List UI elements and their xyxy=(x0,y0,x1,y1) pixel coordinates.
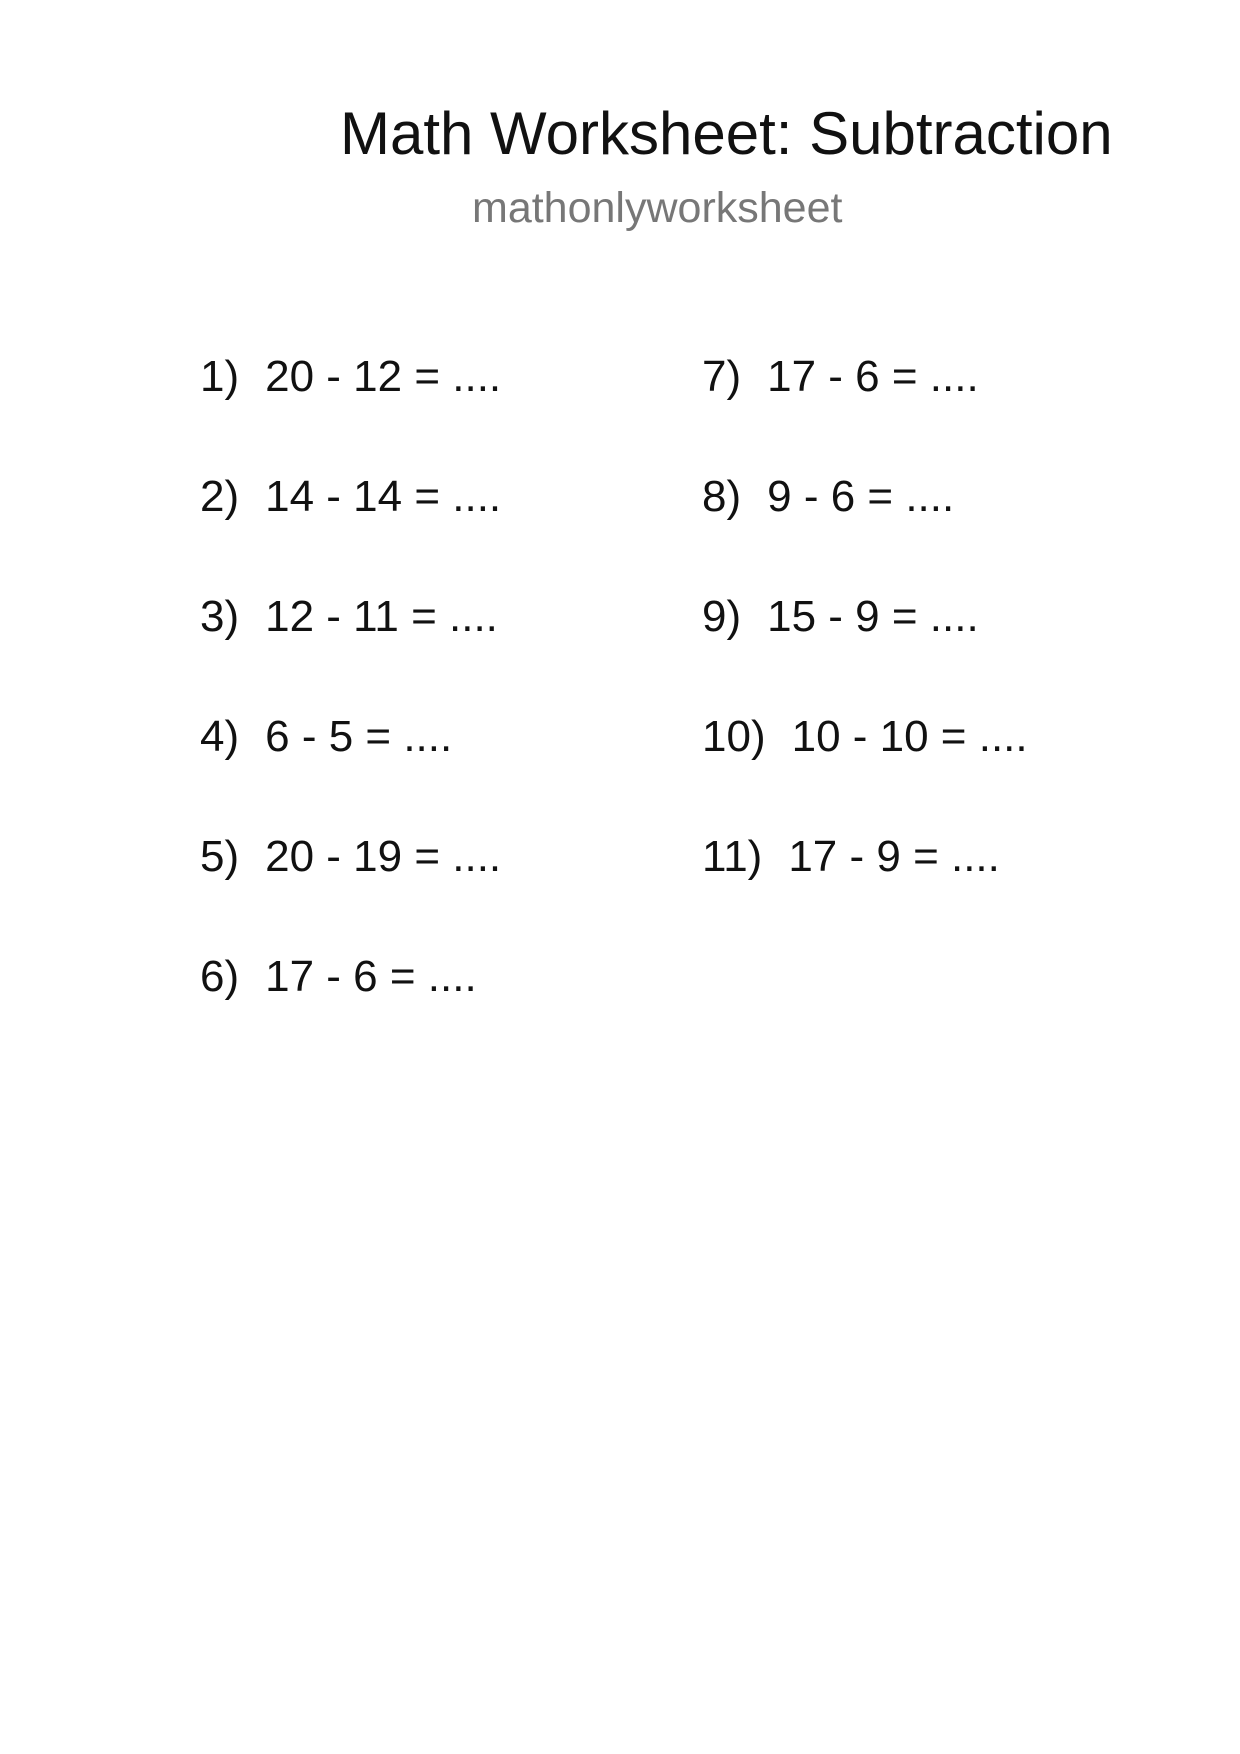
problem-item xyxy=(200,592,501,712)
problem-expression: 9 - 6 = .... xyxy=(767,472,955,521)
page-subtitle: mathonlyworksheet xyxy=(472,184,843,232)
problem-expression: 20 - 12 = .... xyxy=(265,352,502,401)
problem-item xyxy=(702,352,1028,472)
problem-number: 8) xyxy=(702,472,742,521)
problem-item xyxy=(702,592,1028,712)
problem-number: 7) xyxy=(702,352,742,401)
problem-expression: 12 - 11 = .... xyxy=(265,592,498,641)
problem-expression: 17 - 6 = .... xyxy=(265,952,477,1001)
problem-item xyxy=(200,352,501,472)
problem-expression: 20 - 19 = .... xyxy=(265,832,502,881)
problem-expression: 17 - 6 = .... xyxy=(767,352,979,401)
problem-number: 1) xyxy=(200,352,240,401)
problem-item xyxy=(702,832,1028,952)
problems-right-column xyxy=(702,352,1028,952)
problem-number: 11) xyxy=(702,832,763,881)
problem-number: 9) xyxy=(702,592,742,641)
problem-expression: 10 - 10 = .... xyxy=(791,712,1028,761)
problem-item xyxy=(200,472,501,592)
problem-item xyxy=(200,712,501,832)
problem-expression: 14 - 14 = .... xyxy=(265,472,502,521)
problem-item xyxy=(200,832,501,952)
problem-item xyxy=(200,952,501,1072)
problem-number: 3) xyxy=(200,592,240,641)
problem-number: 4) xyxy=(200,712,240,761)
problem-number: 6) xyxy=(200,952,240,1001)
page-title: Math Worksheet: Subtraction xyxy=(340,100,1113,167)
problem-item xyxy=(702,472,1028,592)
problems-left-column xyxy=(200,352,501,1072)
problem-number: 2) xyxy=(200,472,240,521)
problem-expression: 15 - 9 = .... xyxy=(767,592,979,641)
problem-item xyxy=(702,712,1028,832)
problem-number: 10) xyxy=(702,712,766,761)
problem-expression: 17 - 9 = .... xyxy=(788,832,1000,881)
problem-number: 5) xyxy=(200,832,240,881)
problem-expression: 6 - 5 = .... xyxy=(265,712,453,761)
